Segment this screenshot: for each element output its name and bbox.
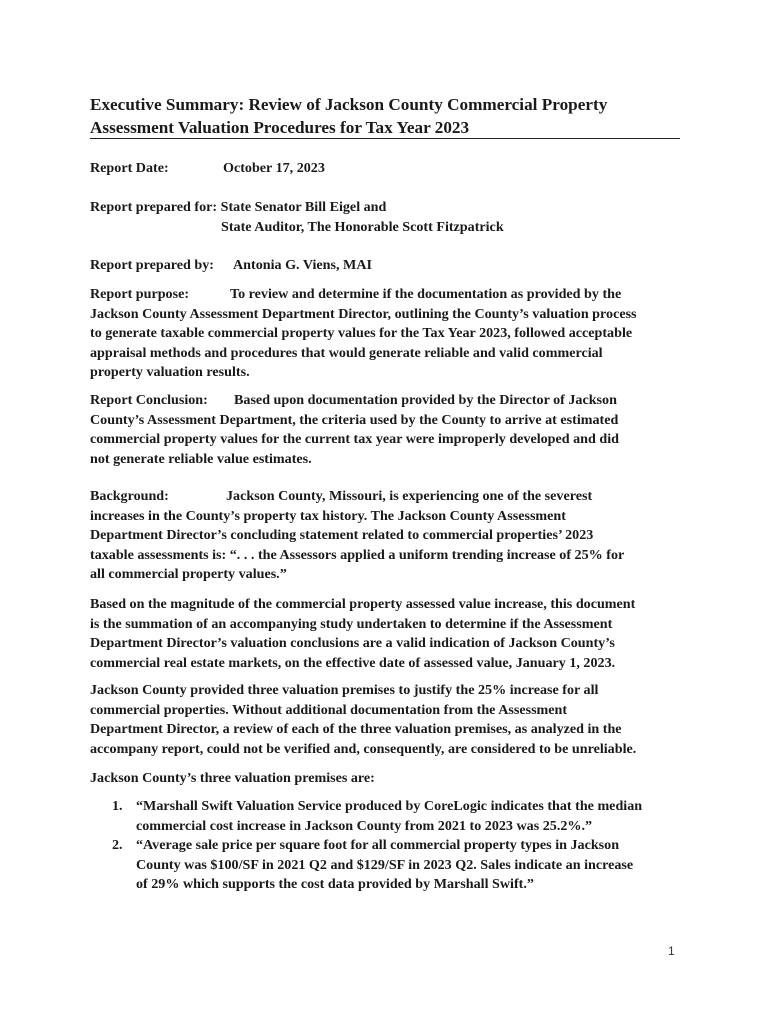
list-item-line: commercial cost increase in Jackson County from 2021 to 2023 was 25.2%.” xyxy=(136,817,593,834)
list-item xyxy=(112,797,680,836)
premises-intro xyxy=(90,769,680,789)
list-item-line: “Average sale price per square foot for all commercial property types in Jackson xyxy=(136,837,620,853)
list-item-number: 2. xyxy=(112,837,123,853)
report-conclusion-paragraph xyxy=(90,391,680,469)
magnitude-line: Department Director’s valuation conclusions are a valid indication of Jackson County’s xyxy=(90,635,615,651)
page-number: 1 xyxy=(668,944,675,958)
background-paragraph xyxy=(90,487,680,585)
premises-line: Jackson County provided three valuation premises to justify the 25% increase for all xyxy=(90,682,599,698)
report-purpose-label: Report purpose: xyxy=(90,286,190,302)
prepared-by-label: Report prepared by: xyxy=(90,257,214,273)
report-conclusion-label: Report Conclusion: xyxy=(90,392,208,408)
premises-line: commercial properties. Without additional documentation from the Assessment xyxy=(90,701,568,718)
prepared-for-block xyxy=(90,198,680,237)
magnitude-line: Based on the magnitude of the commercial property assessed value increase, this document xyxy=(90,596,636,612)
list-item-line: “Marshall Swift Valuation Service produced by CoreLogic indicates that the median xyxy=(136,798,643,814)
report-purpose-line: To review and determine if the documentation as provided by the xyxy=(230,286,622,302)
report-date-value: October 17, 2023 xyxy=(223,160,325,176)
list-item-line: County was $100/SF in 2021 Q2 and $129/SF in 2023 Q2. Sales indicate an increase xyxy=(136,856,634,873)
report-date-label: Report Date: xyxy=(90,160,169,176)
premises-paragraph xyxy=(90,681,680,759)
report-conclusion-line: commercial property values for the current tax year were improperly developed and did xyxy=(90,431,619,447)
prepared-for-label: Report prepared for: xyxy=(90,199,218,215)
premises-list xyxy=(112,797,680,895)
prepared-for-line-2: State Auditor, The Honorable Scott Fitzpatrick xyxy=(221,218,504,235)
premises-line: Department Director, a review of each of the three valuation premises, as analyzed in the xyxy=(90,721,622,737)
prepared-for-line-1: State Senator Bill Eigel and xyxy=(220,199,387,215)
background-line: all commercial property values.” xyxy=(90,566,287,582)
magnitude-line: commercial real estate markets, on the effective date of assessed value, January 1, 2023. xyxy=(90,654,616,671)
report-purpose-line: appraisal methods and procedures that would generate reliable and valid commercial xyxy=(90,344,603,361)
title-line-1: Executive Summary: Review of Jackson County Commercial Property xyxy=(90,95,608,114)
background-line: Jackson County, Missouri, is experiencing one of the severest xyxy=(226,488,593,504)
title-divider xyxy=(90,138,680,139)
premises-line: accompany report, could not be verified and, consequently, are considered to be unreliable. xyxy=(90,740,637,757)
report-conclusion-line: not generate reliable value estimates. xyxy=(90,450,312,467)
background-label: Background: xyxy=(90,488,169,504)
premises-intro-text: Jackson County’s three valuation premises are: xyxy=(90,770,375,786)
report-date-row xyxy=(90,159,680,179)
background-line: Department Director’s concluding statement related to commercial properties’ 2023 xyxy=(90,527,594,543)
report-purpose-line: Jackson County Assessment Department Director, outlining the County’s valuation process xyxy=(90,305,637,322)
report-purpose-line: to generate taxable commercial property values for the Tax Year 2023, followed acceptable xyxy=(90,325,633,341)
document-title xyxy=(90,93,680,139)
title-line-2: Assessment Valuation Procedures for Tax Year 2023 xyxy=(90,118,470,137)
report-conclusion-line: County’s Assessment Department, the criteria used by the County to arrive at estimated xyxy=(90,411,619,428)
report-purpose-paragraph xyxy=(90,285,680,383)
list-item-line: of 29% which supports the cost data provided by Marshall Swift.” xyxy=(136,876,534,892)
magnitude-line: is the summation of an accompanying study undertaken to determine if the Assessment xyxy=(90,615,613,632)
background-line: increases in the County’s property tax history. The Jackson County Assessment xyxy=(90,507,566,524)
prepared-by-value: Antonia G. Viens, MAI xyxy=(233,257,372,273)
magnitude-paragraph xyxy=(90,595,680,673)
list-item-number: 1. xyxy=(112,798,123,814)
report-conclusion-line: Based upon documentation provided by the Director of Jackson xyxy=(234,392,617,408)
background-line: taxable assessments is: “. . . the Assessors applied a uniform trending increase of 25% for xyxy=(90,546,625,563)
prepared-by-row xyxy=(90,256,680,276)
list-item xyxy=(112,836,680,895)
report-purpose-line: property valuation results. xyxy=(90,364,250,380)
